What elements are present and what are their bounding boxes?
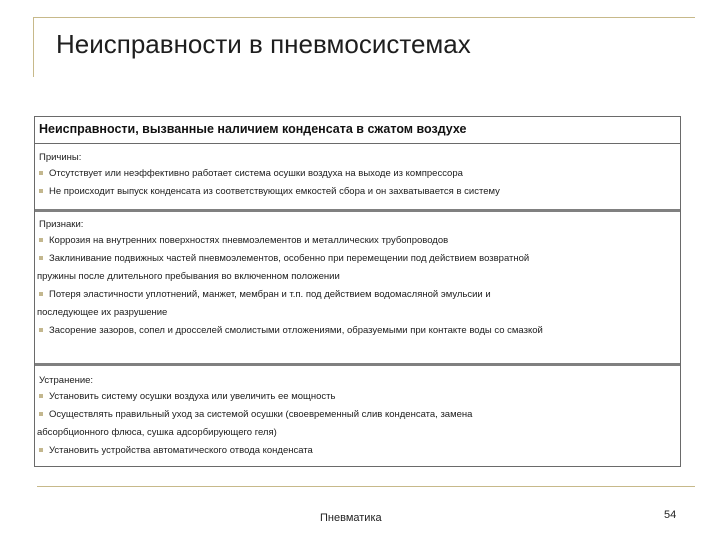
bullet-icon xyxy=(39,394,43,398)
list-item-continuation: последующее их разрушение xyxy=(37,307,168,318)
bullet-icon xyxy=(39,171,43,175)
slide-title: Неисправности в пневмосистемах xyxy=(56,29,471,59)
list-item: Установить устройства автоматического отвода конденсата xyxy=(39,445,313,456)
top-frame-line xyxy=(33,17,695,18)
bullet-icon xyxy=(39,328,43,332)
list-item-continuation: абсорбционного флюса, сушка адсорбирующего геля) xyxy=(37,427,277,438)
list-item: Засорение зазоров, сопел и дросселей смолистыми отложениями, образуемыми при контакте воды со смазкой xyxy=(39,325,543,336)
symptoms-heading: Признаки: xyxy=(39,219,84,230)
list-item: Заклинивание подвижных частей пневмоэлементов, особенно при перемещении под действием возвратной xyxy=(39,253,529,264)
list-item: Установить систему осушки воздуха или увеличить ее мощность xyxy=(39,391,335,402)
table-header: Неисправности, вызванные наличием конденсата в сжатом воздухе xyxy=(35,117,680,144)
list-item-continuation: пружины после длительного пребывания во включенном положении xyxy=(37,271,340,282)
bullet-icon xyxy=(39,256,43,260)
bullet-icon xyxy=(39,292,43,296)
page-number: 54 xyxy=(664,509,677,521)
list-item: Коррозия на внутренних поверхностях пневмоэлементов и металлических трубопроводов xyxy=(39,235,448,246)
faults-table xyxy=(34,116,681,467)
list-item: Осуществлять правильный уход за системой осушки (своевременный слив конденсата, замена xyxy=(39,409,472,420)
causes-heading: Причины: xyxy=(39,152,82,163)
remedy-section xyxy=(35,369,680,467)
bullet-icon xyxy=(39,238,43,242)
list-item: Потеря эластичности уплотнений, манжет, мембран и т.п. под действием водомасляной эмульсии и xyxy=(39,289,491,300)
bullet-icon xyxy=(39,448,43,452)
symptoms-section xyxy=(35,213,680,366)
remedy-heading: Устранение: xyxy=(39,375,94,386)
bullet-icon xyxy=(39,189,43,193)
footer-divider xyxy=(37,486,695,487)
causes-section xyxy=(35,145,680,212)
bullet-icon xyxy=(39,412,43,416)
footer-title: Пневматика xyxy=(320,512,382,524)
list-item: Не происходит выпуск конденсата из соответствующих емкостей сбора и он захватывается в систему xyxy=(39,186,500,197)
list-item: Отсутствует или неэффективно работает система осушки воздуха на выходе из компрессора xyxy=(39,168,463,179)
left-frame-line xyxy=(33,17,34,77)
